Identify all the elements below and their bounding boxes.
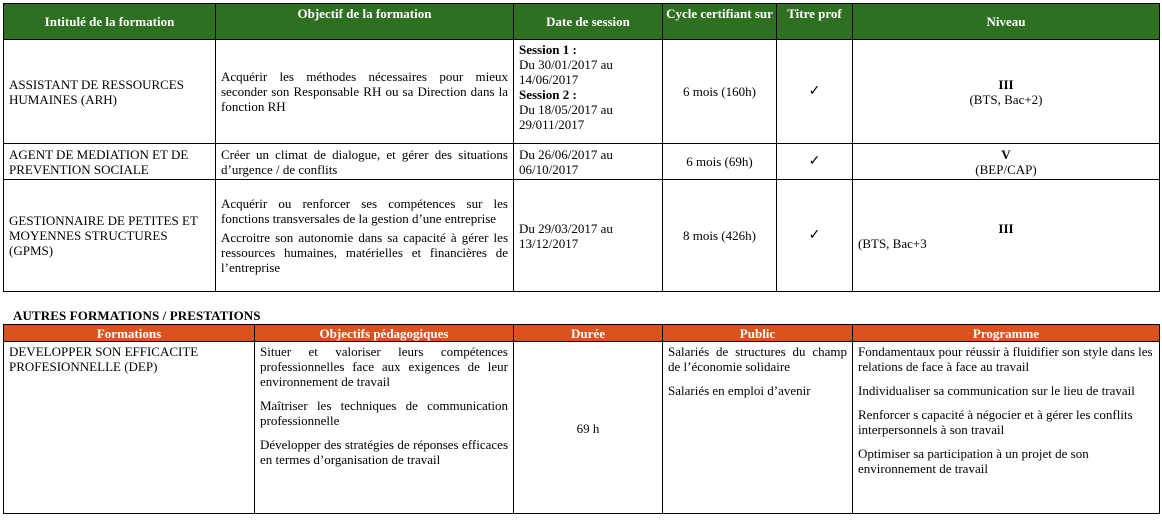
session-dates: Du 29/03/2017 au 13/12/2017 — [514, 180, 663, 292]
table-header-row — [4, 4, 1160, 40]
objective-item: Acquérir ou renforcer ses compétences sur les fonctions transversales de la gestion d’une entreprise — [221, 196, 508, 226]
formations-table — [3, 3, 1160, 292]
programme-item: Fondamentaux pour réussir à fluidifier son style dans les relations de face à face au travail — [858, 344, 1153, 374]
autres-formations-table — [3, 324, 1160, 514]
header-public: Public — [663, 325, 853, 342]
table-row — [4, 40, 1160, 144]
public-cell — [663, 342, 853, 514]
header-date: Date de session — [514, 4, 663, 40]
level-value: III — [998, 220, 1014, 236]
table-row — [4, 342, 1160, 514]
header-cycle: Cycle certifiant sur — [663, 4, 777, 40]
header-formations: Formations — [4, 325, 255, 342]
session-range: Du 18/05/2017 au 29/011/2017 — [519, 102, 613, 132]
level-value: III — [998, 76, 1014, 92]
level-detail: (BTS, Bac+2) — [969, 91, 1043, 107]
formation-title: GESTIONNAIRE DE PETITES ET MOYENNES STRUCTURES (GPMS) — [4, 180, 216, 292]
header-duree: Durée — [514, 325, 663, 342]
table-header-row — [4, 325, 1160, 342]
formation-objective: Acquérir les méthodes nécessaires pour mieux seconder son Responsable RH ou sa Direction dans la fonction RH — [216, 40, 514, 144]
header-niveau: Niveau — [853, 4, 1160, 40]
session-label: Session 1 : — [519, 42, 577, 57]
pedagogic-objectives — [255, 342, 514, 514]
objective-item: Accroitre son autonomie dans sa capacité à gérer les ressources humaines, matérielles et financières de l’entreprise — [221, 230, 508, 275]
public-item: Salariés de structures du champ de l’économie solidaire — [668, 344, 847, 374]
objective-item: Maîtriser les techniques de communication professionnelle — [260, 398, 508, 428]
session-dates: Du 26/06/2017 au 06/10/2017 — [514, 144, 663, 180]
check-icon: ✓ — [777, 180, 853, 292]
session-range: Du 30/01/2017 au 14/06/2017 — [519, 57, 613, 87]
formation-objectives — [216, 180, 514, 292]
level-cell — [853, 40, 1160, 144]
level-value: V — [1001, 146, 1011, 162]
formation-title: AGENT DE MEDIATION ET DE PREVENTION SOCIALE — [4, 144, 216, 180]
table-row — [4, 144, 1160, 180]
header-objectif: Objectif de la formation — [216, 4, 514, 40]
formation-title: DEVELOPPER SON EFFICACITE PROFESIONNELLE (DEP) — [4, 342, 255, 514]
check-icon: ✓ — [777, 40, 853, 144]
header-intitule: Intitulé de la formation — [4, 4, 216, 40]
level-cell — [853, 144, 1160, 180]
level-detail: (BTS, Bac+3 — [858, 235, 927, 251]
duration-value: 69 h — [514, 342, 663, 514]
programme-cell — [853, 342, 1160, 514]
header-titre: Titre prof — [777, 4, 853, 40]
programme-item: Individualiser sa communication sur le lieu de travail — [858, 383, 1135, 398]
table-row — [4, 180, 1160, 292]
public-item: Salariés en emploi d’avenir — [668, 383, 811, 398]
header-objectifs: Objectifs pédagogiques — [255, 325, 514, 342]
session-label: Session 2 : — [519, 87, 577, 102]
cycle-value: 6 mois (69h) — [663, 144, 777, 180]
objective-item: Développer des stratégies de réponses efficaces en termes d’organisation de travail — [260, 437, 508, 467]
header-programme: Programme — [853, 325, 1160, 342]
formation-title: ASSISTANT DE RESSOURCES HUMAINES (ARH) — [4, 40, 216, 144]
objective-item: Situer et valoriser leurs compétences professionnelles face aux exigences de leur environnement de travail — [260, 344, 508, 389]
programme-item: Optimiser sa participation à un projet de son environnement de travail — [858, 446, 1089, 476]
level-detail: (BEP/CAP) — [975, 161, 1037, 177]
level-cell — [853, 180, 1160, 292]
programme-item: Renforcer s capacité à négocier et à gérer les conflits interpersonnels à son travail — [858, 407, 1133, 437]
section-title: AUTRES FORMATIONS / PRESTATIONS — [13, 308, 261, 323]
cycle-value: 6 mois (160h) — [663, 40, 777, 144]
session-dates — [514, 40, 663, 144]
check-icon: ✓ — [777, 144, 853, 180]
cycle-value: 8 mois (426h) — [663, 180, 777, 292]
formation-objective: Créer un climat de dialogue, et gérer des situations d’urgence / de conflits — [216, 144, 514, 180]
